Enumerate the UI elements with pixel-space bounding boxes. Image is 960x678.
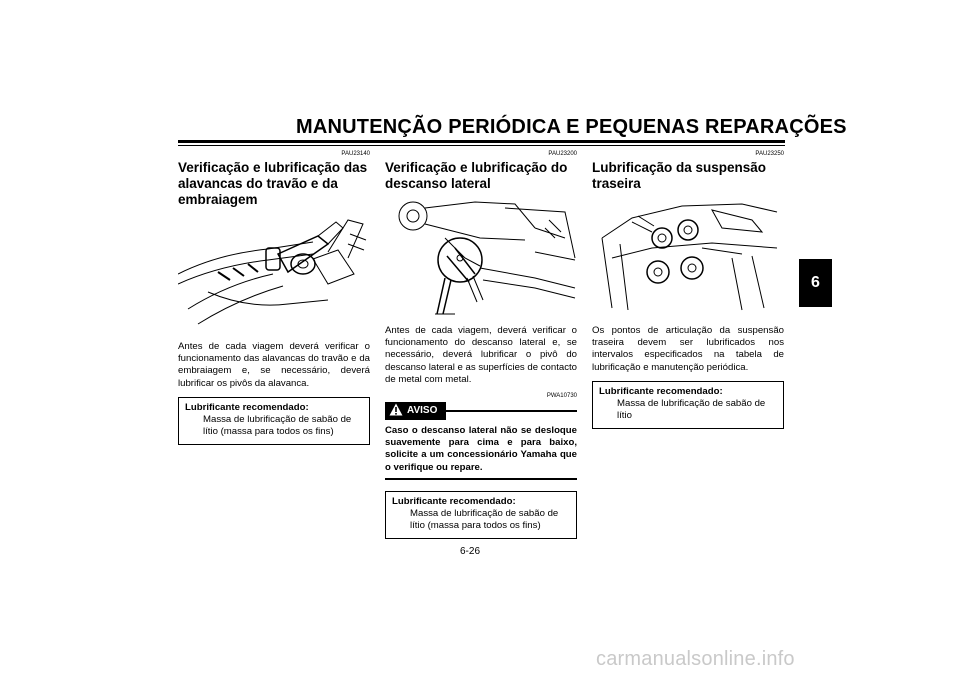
section-heading: Verificação e lubrificação das alavancas do travão e da embraiagem [178, 160, 368, 207]
lubricant-text: Massa de lubrificação de sabão de lítio [617, 397, 766, 421]
warning-triangle-icon [389, 403, 403, 416]
warning-end-rule [385, 478, 577, 480]
section-heading: Verificação e lubrificação do descanso lateral [385, 160, 568, 191]
section-body: Os pontos de articulação da suspensão traseira devem ser lubrificados nos intervalos especificados na tabela de lubrificação e manutenção periódica. [592, 325, 784, 373]
section-body: Antes de cada viagem, deverá verificar o funcionamento do descanso lateral e, se necessário, deverá lubrificar o pivô do descanso lateral e as superfícies de contacto de metal com metal. [385, 325, 577, 385]
lubricant-box [178, 397, 370, 445]
lubricant-box [592, 381, 784, 429]
section-code: PAU23250 [755, 151, 784, 157]
warning-rule [446, 410, 577, 412]
section-body: Antes de cada viagem deverá verificar o funcionamento das alavancas do travão e da embraiagem e, se necessário, deverá lubrificar os pivôs da alavanca. [178, 341, 370, 389]
section-code: PAU23140 [341, 151, 370, 157]
lubricant-title: Lubrificante recomendado: [185, 401, 309, 413]
section-code: PAU23200 [548, 151, 577, 157]
rear-suspension-illustration [592, 198, 784, 316]
header-rule-thick [178, 140, 785, 143]
warning-label-text: AVISO [407, 405, 438, 417]
lever-illustration [178, 214, 370, 332]
warning-label [385, 402, 446, 420]
warning-text: Caso o descanso lateral não se desloque suavemente para cima e para baixo, solicite a um concessionário Yamaha que o verifique ou repare. [385, 425, 577, 473]
watermark: carmanualsonline.info [596, 648, 795, 670]
lubricant-box [385, 491, 577, 539]
section-sidestand [385, 150, 577, 539]
chapter-tab[interactable]: 6 [799, 259, 832, 307]
page-title: MANUTENÇÃO PERIÓDICA E PEQUENAS REPARAÇÕES [296, 116, 847, 138]
warning-header [385, 402, 577, 420]
section-brake-clutch-levers [178, 150, 370, 445]
section-rear-suspension [592, 150, 784, 429]
section-heading: Lubrificação da suspensão traseira [592, 160, 767, 191]
lubricant-title: Lubrificante recomendado: [392, 495, 516, 507]
page-number: 6-26 [460, 546, 481, 557]
header-rule-thin [178, 145, 785, 146]
sidestand-illustration [385, 198, 577, 316]
lubricant-text: Massa de lubrificação de sabão de lítio (massa para todos os fins) [203, 413, 352, 437]
lubricant-text: Massa de lubrificação de sabão de lítio (massa para todos os fins) [410, 507, 559, 531]
lubricant-title: Lubrificante recomendado: [599, 385, 723, 397]
warning-code: PWA10730 [546, 393, 577, 400]
